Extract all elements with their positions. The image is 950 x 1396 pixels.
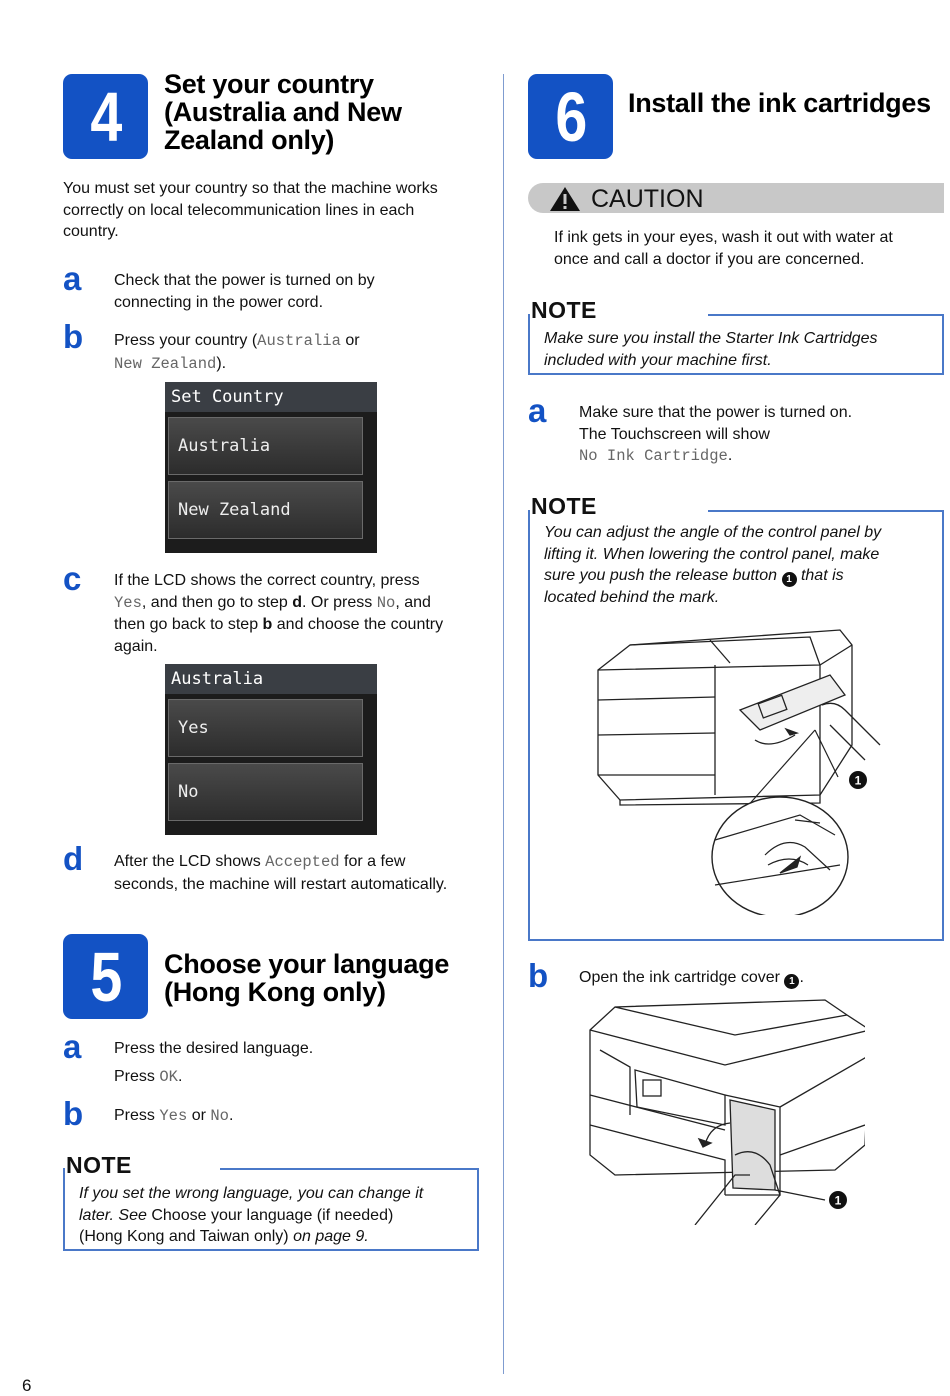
step-6-badge: 6 — [528, 74, 613, 159]
lcd-title: Australia — [165, 664, 377, 694]
caution-text: If ink gets in your eyes, wash it out with water at once and call a doctor if you are concerned. — [554, 229, 893, 268]
step-letter-d: d — [63, 840, 84, 877]
step-5a-text: Press the desired language. Press OK. — [114, 1040, 314, 1086]
lcd-set-country — [165, 382, 377, 553]
step-6a-text: Make sure that the power is turned on. The Touchscreen will show No Ink Cartridge. — [579, 404, 853, 465]
step-letter-c: c — [63, 560, 82, 597]
lcd-button-no[interactable]: No — [168, 763, 363, 821]
lcd-button-australia[interactable]: Australia — [168, 417, 363, 475]
step-letter-a: a — [63, 260, 82, 297]
column-divider — [503, 74, 504, 1374]
figure1-callout: 1 — [854, 773, 862, 788]
note-label: NOTE — [531, 493, 597, 519]
caution-label: CAUTION — [591, 185, 704, 213]
lcd-button-new-zealand[interactable]: New Zealand — [168, 481, 363, 539]
step-6b-text: Open the ink cartridge cover 1 . — [579, 969, 804, 987]
callout-1: 1 — [784, 974, 799, 989]
step-4-badge: 4 — [63, 74, 148, 159]
step-letter-b: b — [528, 957, 549, 994]
section-4-intro: You must set your country so that the machine works correctly on local telecommunication lines in each country. — [63, 180, 438, 240]
step-letter-b: b — [63, 1095, 84, 1132]
printer-control-panel-illustration — [590, 625, 890, 915]
step-letter-a: a — [528, 392, 547, 429]
printer-ink-cover-illustration — [585, 995, 865, 1225]
page-number: 6 — [22, 1376, 32, 1395]
warning-triangle-icon — [549, 186, 581, 212]
step-5b-text: Press Yes or No. — [114, 1107, 234, 1125]
note-label: NOTE — [531, 297, 597, 323]
note-label: NOTE — [66, 1152, 132, 1178]
step-4a-text: Check that the power is turned on by connecting in the power cord. — [114, 272, 375, 311]
section-4-title: Set your country (Australia and New Zealand only) — [164, 69, 402, 155]
lcd-button-yes[interactable]: Yes — [168, 699, 363, 757]
section-6-title: Install the ink cartridges — [628, 88, 931, 118]
step-4c-text: If the LCD shows the correct country, press Yes, and then go to step d. Or press No, and then go back to step b and choose the country again. — [114, 572, 444, 655]
step-letter-a: a — [63, 1028, 82, 1065]
step-5-badge: 5 — [63, 934, 148, 1019]
note-text: If you set the wrong language, you can change it later. See Choose your language (if needed) (Hong Kong and Taiwan only) on page 9. — [79, 1185, 424, 1245]
step-4d-text: After the LCD shows Accepted for a few seconds, the machine will restart automatically. — [114, 853, 448, 893]
note-text: Make sure you install the Starter Ink Cartridges included with your machine first. — [544, 330, 878, 369]
callout-1: 1 — [782, 572, 797, 587]
figure2-callout: 1 — [834, 1193, 842, 1208]
note-text: You can adjust the angle of the control panel by lifting it. When lowering the control panel, make sure you push the release button 1 that is located behind the mark. — [544, 524, 882, 606]
lcd-confirm-country — [165, 664, 377, 835]
step-letter-b: b — [63, 318, 84, 355]
section-5-title: Choose your language (Hong Kong only) — [164, 949, 450, 1007]
step-4b-text: Press your country (Australia or New Zealand). — [114, 332, 360, 373]
lcd-title: Set Country — [165, 382, 377, 412]
